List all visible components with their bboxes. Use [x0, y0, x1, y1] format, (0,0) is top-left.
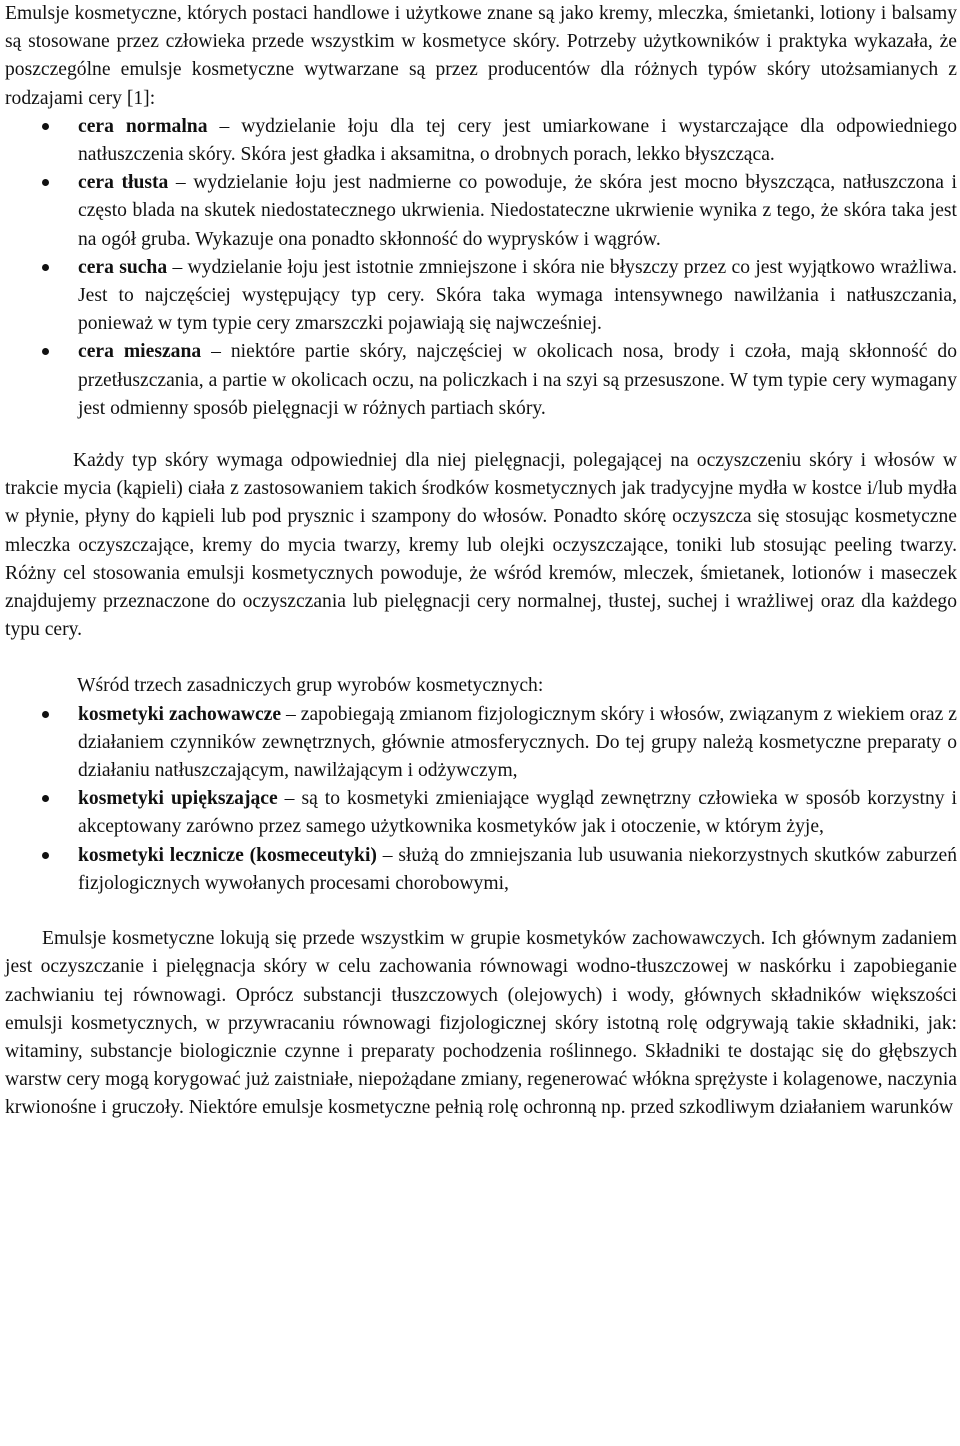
bullet-icon: [42, 123, 49, 130]
list-item-kosmetyki-zachowawcze: [5, 701, 957, 786]
list-item-kosmetyki-lecznicze: [5, 842, 957, 898]
list-item-term: cera normalna: [78, 115, 208, 137]
list-item-cera-mieszana: [5, 338, 957, 423]
list-item-text: – wydzielanie łoju jest nadmierne co powoduje, że skóra jest mocno błyszcząca, natłuszczona i często blada na skutek niedostatecznego ukrwienia. Niedostateczne ukrwienie wynika z tego, że skóra taka jest na ogół gruba. Wykazuje ona ponadto skłonność do wyprysków i wągrów.: [78, 172, 957, 250]
list-item-term: kosmetyki upiększające: [78, 788, 278, 810]
bullet-icon: [42, 264, 49, 271]
list-item-cera-normalna: [5, 113, 957, 169]
product-groups-list: [5, 701, 957, 898]
bullet-icon: [42, 348, 49, 355]
list-item-text: – służą do zmniejszania lub usuwania niekorzystnych skutków zaburzeń fizjologicznych wywołanych procesami chorobowymi,: [78, 844, 957, 894]
bullet-icon: [42, 711, 49, 718]
list-item-cera-tlusta: [5, 169, 957, 254]
list-item-term: cera sucha: [78, 256, 168, 278]
bullet-icon: [42, 179, 49, 186]
list-item-term: cera tłusta: [78, 172, 169, 194]
list-item-cera-sucha: [5, 254, 957, 339]
intro-paragraph: Emulsje kosmetyczne, których postaci handlowe i użytkowe znane są jako kremy, mleczka, śmietanki, lotiony i balsamy są stosowane przez człowieka przede wszystkim w kosmetyce skóry. Potrzeby użytkowników i praktyka wykazała, że poszczególne emulsje kosmetyczne wytwarzane są przez producentów dla różnych typów skóry utożsamianych z rodzajami cery [1]:: [5, 3, 957, 109]
bullet-icon: [42, 852, 49, 859]
list-item-text: – zapobiegają zmianom fizjologicznym skóry i włosów, związanym z wiekiem oraz z działaniem czynników zewnętrznych, głównie atmosferycznych. Do tej grupy należą kosmetyczne preparaty o działaniu natłuszczającym, nawilżającym i odżywczym,: [78, 703, 957, 782]
list-item-text: – wydzielanie łoju dla tej cery jest umiarkowane i wystarczające dla odpowiedniego natłuszczenia skóry. Skóra jest gładka i aksamitna, o drobnych porach, lekko błyszcząca.: [78, 115, 957, 166]
list-item-text: – są to kosmetyki zmieniające wygląd zewnętrzny człowieka w sposób korzystny i akceptowany zarówno przez samego użytkownika kosmetyków jak i otoczenie, w którym żyje,: [78, 788, 957, 838]
list-item-text: – niektóre partie skóry, najczęściej w okolicach nosa, brody i czoła, mają skłonność do przetłuszczania, a partie w okolicach oczu, na policzkach i na szyi są przesuszone. W tym typie cery wymagany jest odmienny sposób pielęgnacji w różnych partiach skóry.: [78, 341, 957, 419]
document-page: [5, 0, 957, 1123]
care-paragraph: Każdy typ skóry wymaga odpowiedniej dla niej pielęgnacji, polegającej na oczyszczeniu skóry i włosów w trakcie mycia (kąpieli) ciała z zastosowaniem takich środków kosmetycznych jak tradycyjne mydła w kostce i/lub mydła w płynie, płyny do kąpieli lub pod prysznic i szampony do włosów. Ponadto skórę oczyszcza się stosując kosmetyczne mleczka oczyszczające, kremy do mycia twarzy, kremy lub olejki oczyszczające, toniki lub stosując peeling twarzy. Różny cel stosowania emulsji kosmetycznych powoduje, że wśród kremów, mleczek, śmietanek, lotionów i maseczek znajdujemy przeznaczone do oczyszczania lub pielęgnacji cery normalnej, tłustej, suchej i wrażliwej oraz dla każdego typu cery.: [5, 450, 957, 641]
list-item-kosmetyki-upiekszajace: [5, 785, 957, 841]
list-item-term: kosmetyki zachowawcze: [78, 703, 282, 725]
bullet-icon: [42, 795, 49, 802]
list-item-term: kosmetyki lecznicze (kosmeceutyki): [78, 844, 377, 866]
skin-types-list: [5, 113, 957, 423]
list-item-text: – wydzielanie łoju jest istotnie zmniejszone i skóra nie błyszczy przez co jest wyjątkowo wrażliwa. Jest to najczęściej występujący typ cery. Skóra taka wymaga intensywnego nawilżania i natłuszczania, ponieważ w tym typie cery zmarszczki pojawiają się najwcześniej.: [78, 256, 957, 335]
groups-intro: Wśród trzech zasadniczych grup wyrobów kosmetycznych:: [77, 675, 544, 697]
final-paragraph: Emulsje kosmetyczne lokują się przede wszystkim w grupie kosmetyków zachowawczych. Ich głównym zadaniem jest oczyszczanie i pielęgnacja skóry w celu zachowania równowagi wodno-tłuszczowej w naskórku i zapobieganie zachwianiu tej równowagi. Oprócz substancji tłuszczowych (olejowych) i wody, głównych składników większości emulsji kosmetycznych, w przywracaniu równowagi fizjologicznej skóry istotną rolę odgrywają takie składniki, jak: witaminy, substancje biologicznie czynne i preparaty pochodzenia roślinnego. Składniki te dostając się do głębszych warstw cery mogą korygować już zaistniałe, niepożądane zmiany, regenerować włókna sprężyste i kolagenowe, naczynia krwionośne i gruczoły. Niektóre emulsje kosmetyczne pełnią rolę ochronną np. przed szkodliwym działaniem warunków: [5, 928, 957, 1119]
list-item-term: cera mieszana: [78, 341, 202, 363]
